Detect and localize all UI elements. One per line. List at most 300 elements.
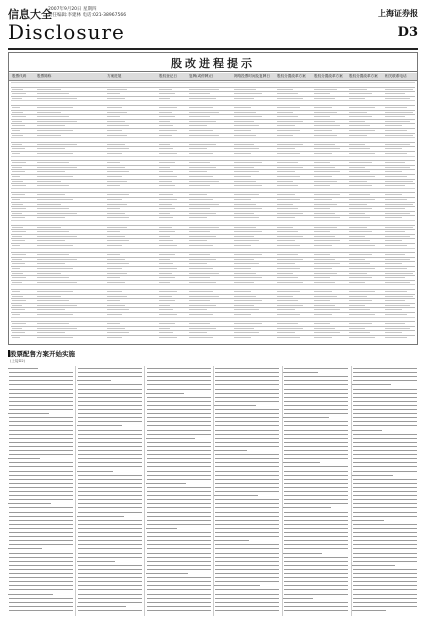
table-cell <box>277 194 295 195</box>
table-row-rule <box>11 179 415 180</box>
table-cell <box>349 171 370 172</box>
table-cell <box>159 314 177 315</box>
article-text-line <box>9 462 73 463</box>
article-text-line <box>353 401 417 402</box>
article-text-line <box>353 450 417 451</box>
article-text-line <box>9 384 73 385</box>
article-text-line <box>284 376 348 377</box>
table-cell <box>107 236 125 237</box>
article-text-line <box>214 495 258 496</box>
table-cell <box>234 171 259 172</box>
article-text-line <box>147 384 211 385</box>
table-cell <box>277 314 300 315</box>
article-text-line <box>284 446 348 447</box>
table-cell <box>189 231 210 232</box>
article-text-line <box>147 462 211 463</box>
article-text-line <box>9 376 73 377</box>
table-section-rule <box>11 82 415 83</box>
table-cell <box>349 263 370 264</box>
table-cell <box>37 273 61 274</box>
table-cell <box>107 245 122 246</box>
article-text-line <box>147 466 211 467</box>
header-editor: 责任编辑:李建林 电话:021-38967566 <box>48 13 127 18</box>
table-cell <box>385 332 402 333</box>
table-cell <box>37 254 69 255</box>
table-cell <box>37 245 73 246</box>
article-text-line <box>215 438 279 439</box>
table-row-rule <box>11 192 415 193</box>
article-text-line <box>78 405 142 406</box>
article-text-line <box>9 417 73 418</box>
article-text-line <box>215 544 279 545</box>
table-cell <box>107 121 125 122</box>
article-text-line <box>284 495 348 496</box>
table-cell <box>189 121 216 122</box>
table-cell <box>234 300 262 301</box>
table-cell <box>37 199 73 200</box>
table-row-rule <box>11 151 415 152</box>
table-cell <box>37 277 69 278</box>
table-cell <box>12 314 20 315</box>
table-cell <box>12 171 25 172</box>
paper-name: 上海证券报 <box>378 8 418 18</box>
article-text-line <box>284 512 348 513</box>
article-text-line <box>283 507 331 508</box>
table-cell <box>12 181 23 182</box>
table-cell <box>385 181 413 182</box>
table-cell <box>159 208 175 209</box>
article-text-line <box>147 389 211 390</box>
article-text-line <box>147 479 211 480</box>
article-text-line <box>215 380 279 381</box>
article-text-line <box>9 573 73 574</box>
table-cell <box>107 107 122 108</box>
table-cell <box>37 296 61 297</box>
table-cell <box>159 171 173 172</box>
article-text-line <box>147 606 211 607</box>
table-cell <box>314 245 332 246</box>
table-cell <box>159 305 170 306</box>
article-text-line <box>353 466 417 467</box>
article-text-line <box>146 528 177 529</box>
table-cell <box>314 162 330 163</box>
table-row-rule <box>11 119 415 120</box>
table-cell <box>234 291 251 292</box>
table-cell <box>234 323 262 324</box>
table-cell <box>277 144 303 145</box>
table-cell <box>234 112 256 113</box>
column-rule <box>144 366 145 616</box>
table-row-rule <box>11 211 415 212</box>
article-text-line <box>147 491 211 492</box>
article-text-line <box>353 405 417 406</box>
table-cell <box>189 181 219 182</box>
table-cell <box>234 125 259 126</box>
table-cell <box>314 217 340 218</box>
article-text-line <box>9 483 73 484</box>
table-cell <box>349 130 375 131</box>
article-text-line <box>147 434 211 435</box>
table-row-rule <box>11 261 415 262</box>
table-cell <box>37 305 77 306</box>
article-text-line <box>9 438 73 439</box>
table-cell <box>385 153 407 154</box>
article-text-line <box>215 368 279 369</box>
table-cell <box>349 121 365 122</box>
article-text-line <box>78 544 142 545</box>
article-text-line <box>78 589 142 590</box>
table-cell <box>189 240 207 241</box>
table-cell <box>12 263 25 264</box>
article-text-line <box>78 569 142 570</box>
table-cell <box>37 185 69 186</box>
article-text-line <box>353 577 417 578</box>
article-text-line <box>78 389 142 390</box>
article-text-line <box>353 393 417 394</box>
table-cell <box>385 337 407 338</box>
table-cell <box>349 213 365 214</box>
article-text-line <box>78 376 142 377</box>
table-section-rule <box>11 137 415 138</box>
article-text-line <box>284 483 348 484</box>
table-cell <box>385 240 402 241</box>
table-row-rule <box>11 238 415 239</box>
table-cell <box>159 185 175 186</box>
article-text-line <box>78 487 142 488</box>
table-cell <box>314 259 335 260</box>
table-cell <box>349 93 372 94</box>
article-text-line <box>9 581 73 582</box>
article-text-line <box>9 409 73 410</box>
table-cell <box>159 254 175 255</box>
table-cell <box>189 93 210 94</box>
table-cell <box>37 282 77 283</box>
table-cell <box>12 337 20 338</box>
table-row-rule <box>11 307 415 308</box>
article-text-line <box>147 536 211 537</box>
article-text-line <box>215 462 279 463</box>
table-cell <box>277 337 300 338</box>
table-cell <box>277 89 293 90</box>
article-text-line <box>9 553 73 554</box>
article-text-line <box>147 581 211 582</box>
table-cell <box>12 162 26 163</box>
article-text-line <box>283 553 322 554</box>
article-text-line <box>353 454 417 455</box>
table-cell <box>385 236 410 237</box>
article-text-line <box>353 606 417 607</box>
article-text-line <box>352 520 384 521</box>
table-cell <box>314 213 335 214</box>
article-text-line <box>215 573 279 574</box>
table-section-rule <box>11 156 415 157</box>
table-cell <box>349 245 375 246</box>
article-text-line <box>9 557 73 558</box>
table-cell <box>12 323 26 324</box>
brand-name: 信息大全 <box>8 8 52 21</box>
table-cell <box>314 328 335 329</box>
table-cell <box>385 213 410 214</box>
article-text-line <box>353 536 417 537</box>
table-cell <box>37 194 65 195</box>
table-cell <box>107 263 129 264</box>
article-text-line <box>147 602 211 603</box>
table-cell <box>349 135 367 136</box>
table-cell <box>189 148 207 149</box>
table-cell <box>189 254 210 255</box>
table-cell <box>37 208 69 209</box>
article-text-line <box>147 458 211 459</box>
table-cell <box>12 300 26 301</box>
table-cell <box>385 135 413 136</box>
article-text-line <box>284 471 348 472</box>
article-text-line <box>284 401 348 402</box>
table-cell <box>107 135 127 136</box>
table-cell <box>234 167 254 168</box>
table-cell <box>349 309 370 310</box>
table-cell <box>107 305 125 306</box>
col-head-plan: 方案进展 <box>107 74 122 78</box>
article-text-line <box>147 553 211 554</box>
table-cell <box>107 227 127 228</box>
table-cell <box>159 273 172 274</box>
table-cell <box>37 231 69 232</box>
table-cell <box>159 328 170 329</box>
article-text-line <box>284 425 348 426</box>
table-cell <box>107 199 122 200</box>
table-row-rule <box>11 169 415 170</box>
table-cell <box>37 144 77 145</box>
table-cell <box>189 282 216 283</box>
article-text-line <box>78 499 142 500</box>
table-cell <box>107 300 120 301</box>
article-text-line <box>284 368 348 369</box>
article-text-line <box>215 434 279 435</box>
table-cell <box>349 185 372 186</box>
table-cell <box>107 323 120 324</box>
table-cell <box>189 98 216 99</box>
table-cell <box>277 162 298 163</box>
article-text-line <box>9 446 73 447</box>
table-cell <box>159 236 170 237</box>
table-cell <box>349 153 375 154</box>
article-text-line <box>78 438 142 439</box>
table-row-rule <box>11 123 415 124</box>
table-cell <box>314 332 340 333</box>
article-text-line <box>215 401 279 402</box>
article-text-line <box>78 454 142 455</box>
article-text-line <box>215 581 279 582</box>
table-row-rule <box>11 335 415 336</box>
table-cell <box>107 185 120 186</box>
article-text-line <box>78 553 142 554</box>
article-text-line <box>78 585 142 586</box>
table-cell <box>12 116 26 117</box>
table-cell <box>189 309 207 310</box>
col-head-code: 股票代码 <box>12 74 27 78</box>
article-text-line <box>78 581 142 582</box>
table-cell <box>107 181 127 182</box>
article-text-line <box>147 442 211 443</box>
article-text-line <box>215 536 279 537</box>
article-text-line <box>9 536 73 537</box>
table-cell <box>12 240 25 241</box>
article-text-line <box>147 589 211 590</box>
table-cell <box>277 254 298 255</box>
article-text-line <box>353 483 417 484</box>
col-head-scheme2: 股权分置改革方案 <box>314 74 343 78</box>
table-cell <box>349 259 365 260</box>
table-cell <box>107 93 120 94</box>
table-cell <box>189 296 219 297</box>
article-text-line <box>215 594 279 595</box>
table-cell <box>277 98 303 99</box>
table-cell <box>277 300 298 301</box>
table-cell <box>37 213 77 214</box>
column-rule <box>351 366 352 616</box>
table-cell <box>277 107 300 108</box>
article-text-line <box>353 438 417 439</box>
article-text-line <box>215 565 279 566</box>
article-text-line <box>353 397 417 398</box>
article-text-line <box>215 602 279 603</box>
article-text-line <box>284 499 348 500</box>
table-cell <box>159 107 177 108</box>
table-cell <box>37 309 65 310</box>
table-row-rule <box>11 128 415 129</box>
table-cell <box>189 204 219 205</box>
table-cell <box>189 300 210 301</box>
table-cell <box>12 185 26 186</box>
table-row-rule <box>11 298 415 299</box>
header-meta <box>48 7 126 19</box>
table-cell <box>12 217 25 218</box>
table-cell <box>189 291 213 292</box>
table-cell <box>107 332 129 333</box>
article-text-line <box>78 417 142 418</box>
table-cell <box>159 231 175 232</box>
article-text-line <box>78 393 142 394</box>
table-cell <box>234 208 262 209</box>
table-cell <box>107 116 120 117</box>
table-cell <box>349 277 372 278</box>
table-cell <box>234 217 259 218</box>
table-cell <box>349 204 367 205</box>
article-column <box>214 366 280 616</box>
table-cell <box>385 204 413 205</box>
table-cell <box>349 328 365 329</box>
table-cell <box>314 291 332 292</box>
table-cell <box>37 121 77 122</box>
article-text-line <box>78 507 142 508</box>
table-row-rule <box>11 105 415 106</box>
table-cell <box>159 176 177 177</box>
table-cell <box>159 148 173 149</box>
article-text-line <box>78 466 142 467</box>
table-cell <box>189 337 213 338</box>
article-text-line <box>352 384 391 385</box>
article-text-line <box>147 548 211 549</box>
article-text-line <box>283 598 313 599</box>
article-text-line <box>147 487 211 488</box>
table-cell <box>12 194 25 195</box>
column-rule <box>213 366 214 616</box>
table-cell <box>12 89 23 90</box>
table-cell <box>349 240 370 241</box>
table-cell <box>385 323 405 324</box>
article-text-line <box>78 430 142 431</box>
table-cell <box>107 153 122 154</box>
article-text-line <box>215 528 279 529</box>
table-cell <box>385 305 410 306</box>
table-cell <box>189 171 207 172</box>
article-text-line <box>77 380 111 381</box>
table-cell <box>277 332 295 333</box>
article-text-line <box>78 536 142 537</box>
article-text-line <box>284 389 348 390</box>
column-rule <box>75 366 76 616</box>
article-text-line <box>284 520 348 521</box>
table-cell <box>159 240 173 241</box>
table-cell <box>189 208 210 209</box>
table-cell <box>12 167 22 168</box>
header-rule <box>8 48 418 50</box>
article-text-line <box>284 458 348 459</box>
table-cell <box>107 194 129 195</box>
table-cell <box>234 259 254 260</box>
article-text-line <box>353 589 417 590</box>
table-cell <box>314 305 335 306</box>
article-text-line <box>215 520 279 521</box>
table-cell <box>385 231 405 232</box>
article-text-line <box>215 471 279 472</box>
table-cell <box>189 273 219 274</box>
table-cell <box>12 98 22 99</box>
table-cell <box>107 309 129 310</box>
article-text-line <box>215 384 279 385</box>
table-row-rule <box>11 183 415 184</box>
article-text-line <box>9 487 73 488</box>
table-cell <box>234 194 259 195</box>
table-cell <box>107 144 125 145</box>
table-cell <box>314 300 330 301</box>
article-text-line <box>353 434 417 435</box>
table-cell <box>277 245 300 246</box>
article-text-line <box>353 491 417 492</box>
table-cell <box>385 107 407 108</box>
table-cell <box>37 89 61 90</box>
table-cell <box>314 236 335 237</box>
article-text-line <box>78 491 142 492</box>
table-cell <box>385 208 405 209</box>
article-text-line <box>9 401 73 402</box>
table-cell <box>277 273 293 274</box>
table-row-rule <box>11 229 415 230</box>
table-cell <box>277 259 303 260</box>
table-cell <box>37 204 61 205</box>
table-cell <box>12 273 23 274</box>
article-text-line <box>9 565 73 566</box>
table-cell <box>314 337 332 338</box>
table-cell <box>349 314 375 315</box>
table-cell <box>277 130 300 131</box>
article-text-line <box>353 528 417 529</box>
table-row-rule <box>11 330 415 331</box>
table-row-rule <box>11 142 415 143</box>
article-text-line <box>214 450 247 451</box>
table-cell <box>159 116 175 117</box>
article-text-line <box>77 516 124 517</box>
